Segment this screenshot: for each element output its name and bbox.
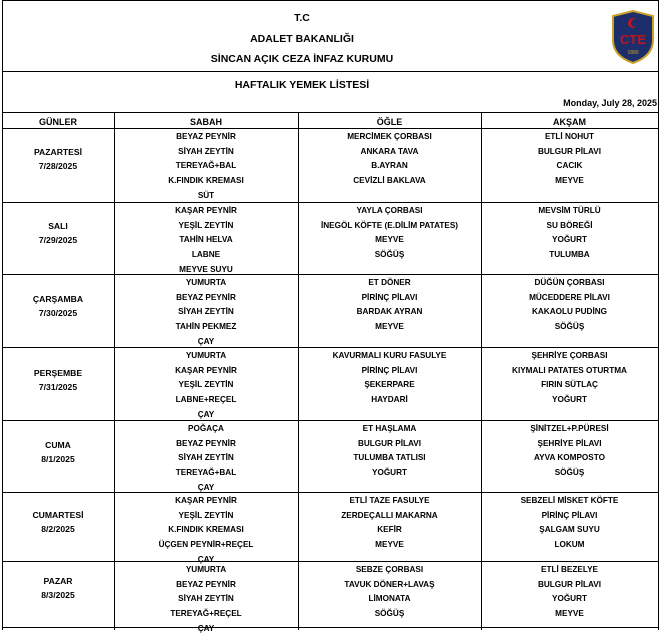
colhead-divider	[2, 128, 659, 129]
day-name: ÇARŞAMBA	[32, 294, 84, 304]
meal-cell-ogle	[298, 204, 481, 263]
day-label	[2, 145, 114, 173]
day-label	[2, 508, 114, 536]
meal-item: SEBZE ÇORBASI	[355, 565, 424, 574]
meal-item: SÜT	[197, 190, 215, 200]
meal-item: ŞALGAM SUYU	[539, 525, 600, 535]
meal-cell-ogle	[298, 130, 481, 189]
meal-item: MEYVE	[375, 322, 404, 332]
meal-cell-aksam	[481, 204, 658, 263]
meal-item: TEREYAĞ+REÇEL	[170, 609, 242, 619]
header-ministry: ADALET BAKANLIĞI	[250, 33, 354, 45]
meal-item: YEŞİL ZEYTİN	[178, 380, 234, 390]
day-label	[2, 366, 114, 394]
meal-item: YEŞİL ZEYTİN	[178, 510, 234, 520]
row-sep	[2, 492, 659, 493]
meal-item: YUMURTA	[185, 565, 227, 574]
header-institution: SİNCAN AÇIK CEZA İNFAZ KURUMU	[210, 53, 394, 65]
meal-item: BEYAZ PEYNİR	[176, 292, 236, 302]
meal-cell-sabah	[114, 563, 298, 637]
meal-item: YUMURTA	[185, 351, 227, 360]
meal-item: ÇAY	[197, 554, 215, 564]
meal-cell-sabah	[114, 204, 298, 278]
meal-item: KAŞAR PEYNİR	[175, 365, 237, 375]
logo-text: CTE	[620, 32, 646, 47]
meal-item: ETLİ NOHUT	[544, 132, 595, 141]
meal-item: ZERDEÇALLI MAKARNA	[341, 510, 438, 520]
meal-item: KIYMALI PATATES OTURTMA	[512, 365, 627, 375]
meal-cell-ogle	[298, 563, 481, 622]
meal-item: ET HAŞLAMA	[362, 424, 417, 433]
meal-cell-aksam	[481, 563, 658, 622]
meal-item: MEYVE	[555, 176, 584, 186]
meal-item: KAŞAR PEYNİR	[175, 206, 237, 215]
meal-item: ŞEHRİYE PİLAVI	[537, 438, 602, 448]
meal-item: MEYVE	[375, 235, 404, 245]
meal-cell-aksam	[481, 422, 658, 481]
meal-item: SEBZELİ MİSKET KÖFTE	[520, 496, 619, 505]
menu-document	[2, 0, 659, 633]
meal-item: YOĞURT	[551, 594, 588, 604]
day-label	[2, 574, 114, 602]
meal-item: SİYAH ZEYTİN	[178, 146, 234, 156]
meal-item: KAVURMALI KURU FASULYE	[332, 351, 447, 360]
meal-item: MEVSİM TÜRLÜ	[538, 206, 601, 215]
meal-item: LABNE	[191, 250, 221, 260]
meal-item: YAYLA ÇORBASI	[356, 206, 423, 215]
meal-item: BULGUR PİLAVI	[357, 438, 422, 448]
meal-cell-sabah	[114, 276, 298, 350]
meal-item: BULGUR PİLAVI	[537, 579, 602, 589]
day-name: SALI	[48, 221, 68, 231]
meal-item: TAVUK DÖNER+LAVAŞ	[344, 579, 435, 589]
meal-item: PİRİNÇ PİLAVI	[361, 365, 418, 375]
meal-item: TULUMBA	[549, 250, 590, 260]
meal-item: ÇAY	[197, 409, 215, 419]
meal-cell-aksam	[481, 494, 658, 553]
title-divider	[2, 112, 659, 113]
meal-item: ET DÖNER	[368, 278, 411, 287]
meal-item: ÜÇGEN PEYNİR+REÇEL	[158, 540, 254, 550]
meal-item: BEYAZ PEYNİR	[176, 579, 236, 589]
meal-item: ETLİ BEZELYE	[540, 565, 599, 574]
meal-item: MEYVE SUYU	[179, 264, 233, 274]
meal-item: BEYAZ PEYNİR	[176, 132, 236, 141]
meal-item: ŞEKERPARE	[364, 380, 415, 390]
meal-item: LABNE+REÇEL	[175, 395, 237, 405]
meal-item: SİYAH ZEYTİN	[178, 453, 234, 463]
meal-item: YOĞURT	[551, 395, 588, 405]
meal-item: MÜCEDDERE PİLAVI	[529, 292, 610, 302]
meal-item: POĞAÇA	[188, 424, 224, 433]
meal-item: BULGUR PİLAVI	[537, 146, 602, 156]
meal-item: LOKUM	[554, 540, 585, 550]
list-title: HAFTALIK YEMEK LİSTESİ	[234, 79, 370, 91]
day-name: CUMARTESİ	[32, 510, 84, 520]
day-label	[2, 219, 114, 247]
meal-item: ÇAY	[197, 336, 215, 346]
day-name: PAZARTESİ	[33, 147, 83, 157]
meal-item: ÇAY	[197, 623, 215, 633]
row-sep	[2, 347, 659, 348]
meal-cell-ogle	[298, 349, 481, 408]
meal-item: SÖĞÜŞ	[554, 468, 585, 478]
institution-logo	[610, 10, 656, 64]
day-date: 7/28/2025	[38, 161, 78, 171]
meal-item: TEREYAĞ+BAL	[175, 161, 237, 171]
day-name: CUMA	[45, 440, 71, 450]
meal-item: K.FINDIK KREMASI	[168, 176, 244, 186]
col-head-days: GÜNLER	[39, 117, 77, 127]
day-label	[2, 438, 114, 466]
meal-item: FIRIN SÜTLAÇ	[541, 380, 598, 390]
meal-item: MERCİMEK ÇORBASI	[347, 132, 432, 141]
meal-item: SU BÖREĞİ	[546, 220, 593, 230]
report-date: Monday, July 28, 2025	[563, 98, 657, 108]
col-head-evening: AKŞAM	[553, 117, 586, 127]
meal-item: YUMURTA	[185, 278, 227, 287]
meal-cell-ogle	[298, 422, 481, 481]
meal-item: İNEGÖL KÖFTE (E.DİLİM PATATES)	[320, 220, 459, 230]
logo-year: 1880	[627, 50, 639, 56]
day-date: 8/1/2025	[41, 454, 75, 464]
row-sep	[2, 420, 659, 421]
day-date: 7/31/2025	[38, 382, 78, 392]
border-right	[658, 0, 659, 630]
meal-item: YOĞURT	[371, 468, 408, 478]
meal-item: CACIK	[556, 161, 583, 171]
meal-cell-ogle	[298, 276, 481, 335]
meal-item: ŞİNİTZEL+P.PÜRESİ	[530, 424, 609, 433]
row-sep	[2, 561, 659, 562]
meal-cell-sabah	[114, 422, 298, 496]
meal-cell-aksam	[481, 276, 658, 335]
meal-item: SİYAH ZEYTİN	[178, 307, 234, 317]
row-sep	[2, 627, 659, 628]
meal-item: TEREYAĞ+BAL	[175, 468, 237, 478]
meal-item: HAYDARİ	[371, 395, 408, 405]
meal-item: YEŞİL ZEYTİN	[178, 220, 234, 230]
meal-item: PİRİNÇ PİLAVI	[541, 510, 598, 520]
meal-item: YOĞURT	[551, 235, 588, 245]
meal-item: SÖĞÜŞ	[554, 322, 585, 332]
day-date: 8/2/2025	[41, 524, 75, 534]
meal-item: ANKARA TAVA	[360, 146, 419, 156]
border-top	[2, 0, 659, 1]
col-head-morning: SABAH	[189, 117, 222, 127]
row-sep	[2, 202, 659, 203]
meal-item: BARDAK AYRAN	[356, 307, 423, 317]
day-label	[2, 292, 114, 320]
header-divider	[2, 71, 659, 72]
meal-cell-aksam	[481, 130, 658, 189]
meal-item: BEYAZ PEYNİR	[176, 438, 236, 448]
meal-item: TULUMBA TATLISI	[353, 453, 426, 463]
meal-cell-sabah	[114, 494, 298, 568]
meal-cell-sabah	[114, 130, 298, 204]
meal-item: KEFİR	[377, 525, 402, 535]
header-tc: T.C	[294, 12, 310, 24]
meal-item: SÖĞÜŞ	[374, 609, 405, 619]
meal-item: PİRİNÇ PİLAVI	[361, 292, 418, 302]
meal-item: ŞEHRİYE ÇORBASI	[531, 351, 608, 360]
row-sep	[2, 274, 659, 275]
meal-item: B.AYRAN	[371, 161, 408, 171]
meal-cell-sabah	[114, 349, 298, 423]
meal-item: KAŞAR PEYNİR	[175, 496, 237, 505]
meal-item: ÇAY	[197, 482, 215, 492]
day-date: 8/3/2025	[41, 590, 75, 600]
meal-item: TAHİN HELVA	[179, 235, 233, 245]
meal-item: SİYAH ZEYTİN	[178, 594, 234, 604]
meal-item: SÖĞÜŞ	[374, 250, 405, 260]
meal-item: ETLİ TAZE FASULYE	[349, 496, 430, 505]
col-head-noon: ÖĞLE	[376, 117, 403, 127]
meal-item: MEYVE	[555, 609, 584, 619]
meal-cell-aksam	[481, 349, 658, 408]
meal-item: KAKAOLU PUDİNG	[531, 307, 608, 317]
meal-item: AYVA KOMPOSTO	[534, 453, 605, 463]
day-date: 7/29/2025	[38, 235, 78, 245]
meal-item: TAHİN PEKMEZ	[175, 322, 237, 332]
meal-item: MEYVE	[375, 540, 404, 550]
meal-item: K.FINDIK KREMASI	[168, 525, 244, 535]
meal-item: CEVİZLİ BAKLAVA	[353, 176, 426, 186]
meal-cell-ogle	[298, 494, 481, 553]
day-name: PAZAR	[43, 576, 73, 586]
day-date: 7/30/2025	[38, 308, 78, 318]
meal-item: DÜĞÜN ÇORBASI	[534, 278, 605, 287]
day-name: PERŞEMBE	[33, 368, 83, 378]
meal-item: LİMONATA	[368, 594, 411, 604]
